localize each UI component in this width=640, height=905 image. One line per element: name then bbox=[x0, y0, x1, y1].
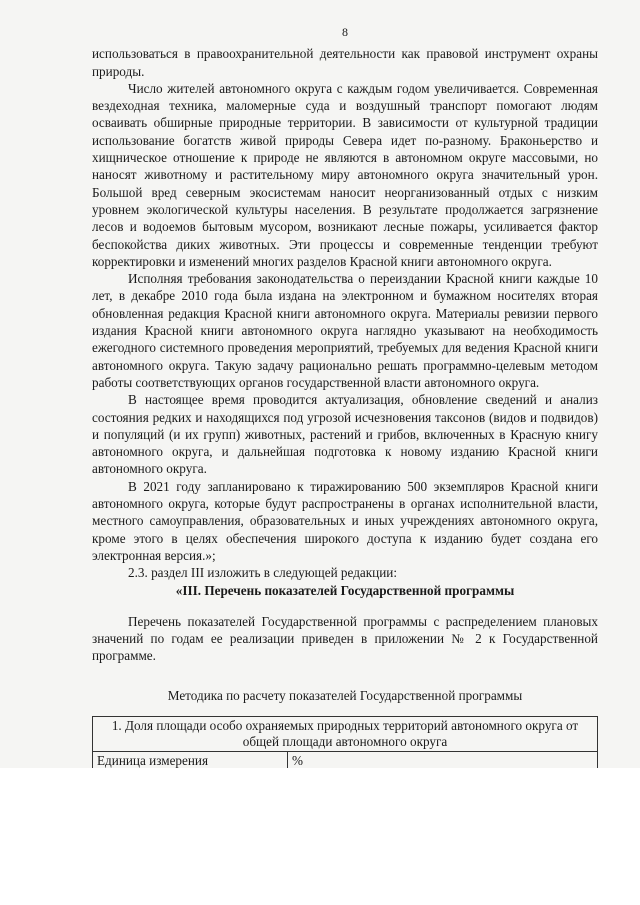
body-paragraph: В настоящее время проводится актуализация, обновление сведений и анализ состояния редких и находящихся под угрозой исчезновения таксонов (видов и подвидов) и популяций (и их групп) животных, растений и грибов, включенных в Красную книгу автономного округа, и дальнейшая подготовка к новому изданию Красной книги автономного округа. bbox=[92, 392, 598, 477]
body-paragraph: 2.3. раздел III изложить в следующей редакции: bbox=[128, 565, 397, 581]
body-paragraph: использоваться в правоохранительной деятельности как правовой инструмент охраны природы. bbox=[92, 46, 598, 79]
table-cell-label: Единица измерения bbox=[93, 751, 288, 770]
methodology-title: Методика по расчету показателей Государственной программы bbox=[167, 687, 523, 703]
body-paragraph: Число жителей автономного округа с каждым годом увеличивается. Современная вездеходная техника, маломерные суда и воздушный транспорт помогают людям осваивать обширные природные территории. В зависимости от культурной традиции использование богатств живой природы Севера идет по-разному. Браконьерство и хищническое отношение к природе не являются в автономном округе массовыми, но наносят животному и растительному миру автономного округа значительный урон. Большой вред северным экосистемам наносит неорганизованный отдых с низким уровнем экологической культуры населения. В результате продолжается загрязнение лесов и водоемов бытовым мусором, возникают лесные пожары, усиливается фактор беспокойства диких животных. Эти процессы и современные тенденции требуют корректировки и изменений многих разделов Красной книги автономного округа. bbox=[92, 80, 598, 269]
table-header-row bbox=[93, 716, 598, 751]
body-paragraph: В 2021 году запланировано к тиражированию 500 экземпляров Красной книги автономного округа, которые будут распространены в органах исполнительной власти, местного самоуправления, образовательных и иных учреждениях автономного округа, кроме этого в целях обеспечения широкого доступа к изданию будет создана его электронная версия.»; bbox=[92, 478, 598, 563]
blank-margin bbox=[0, 768, 640, 905]
indicator-title-cell: 1. Доля площади особо охраняемых природных территорий автономного округа от общей площади автономного округа bbox=[93, 716, 598, 751]
document-sheet bbox=[92, 24, 598, 790]
body-paragraph: Исполняя требования законодательства о переиздании Красной книги каждые 10 лет, в декабре 2010 года была издана на электронном и бумажном носителях вторая обновленная редакция Красной книги автономного округа. Материалы ревизии первого издания Красной книги автономного округа наглядно указывают на необходимость ежегодного системного проведения мероприятий, требуемых для ведения Красной книги автономного округа. Такую задачу рационально решать программно-целевым методом работы соответствующих органов государственной власти автономного округа. bbox=[92, 271, 598, 390]
page-number: 8 bbox=[342, 25, 348, 39]
section-heading: «III. Перечень показателей Государственной программы bbox=[175, 582, 515, 598]
indicator-list-paragraph: Перечень показателей Государственной программы с распределением плановых значений по годам ее реализации приведен в приложении № 2 к Государственной программе. bbox=[92, 613, 598, 664]
body-text bbox=[92, 45, 598, 581]
table-cell-value: % bbox=[288, 751, 598, 770]
